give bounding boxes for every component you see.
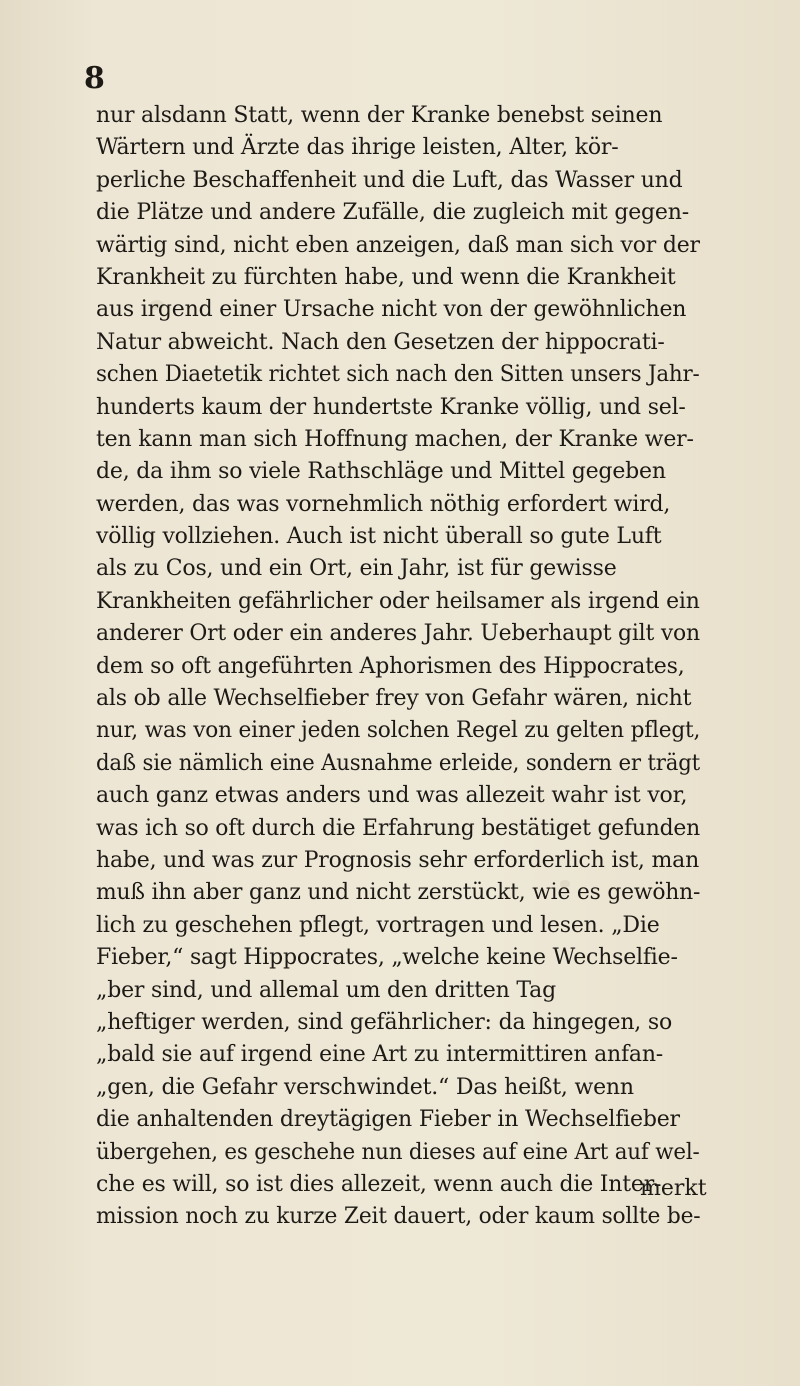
text-line: dem so oft angeführten Aphorismen des Hippocrates, <box>96 653 685 679</box>
text-line: lich zu geschehen pflegt, vortragen und lesen. „Die <box>96 912 660 938</box>
text-line: che es will, so ist dies allezeit, wenn auch die Inter- <box>96 1171 662 1197</box>
text-line: als zu Cos, und ein Ort, ein Jahr, ist für gewisse <box>96 556 617 582</box>
text-line: Natur abweicht. Nach den Gesetzen der hippocrati- <box>96 329 665 355</box>
text-line: die Plätze und andere Zufälle, die zugleich mit gegen- <box>96 200 689 226</box>
text-line: schen Diaetetik richtet sich nach den Sitten unsers Jahr- <box>96 362 700 388</box>
text-line: habe, und was zur Prognosis sehr erforderlich ist, man <box>96 847 700 873</box>
text-line: völlig vollziehen. Auch ist nicht überall so gute Luft <box>96 524 662 550</box>
text-line: daß sie nämlich eine Ausnahme erleide, sondern er trägt <box>96 750 700 776</box>
text-line: perliche Beschaffenheit und die Luft, das Wasser und <box>96 167 683 193</box>
text-line: die anhaltenden dreytägigen Fieber in Wechselfieber <box>96 1107 680 1133</box>
text-line: was ich so oft durch die Erfahrung bestätiget gefunden <box>96 815 700 841</box>
page-number: 8 <box>84 61 105 96</box>
text-line: „ber sind, und allemal um den dritten Tag <box>96 977 556 1003</box>
text-line: Krankheit zu fürchten habe, und wenn die Krankheit <box>96 264 676 290</box>
text-line: anderer Ort oder ein anderes Jahr. Ueberhaupt gilt von <box>96 621 700 647</box>
text-line: de, da ihm so viele Rathschläge und Mittel gegeben <box>96 459 666 485</box>
text-line: auch ganz etwas anders und was allezeit wahr ist vor, <box>96 783 688 809</box>
text-line: werden, das was vornehmlich nöthig erfordert wird, <box>96 491 671 517</box>
text-line: aus irgend einer Ursache nicht von der gewöhnlichen <box>96 297 687 323</box>
text-line: ten kann man sich Hoffnung machen, der Kranke wer- <box>96 426 694 452</box>
text-line: Krankheiten gefährlicher oder heilsamer als irgend ein <box>96 588 700 614</box>
text-line: hunderts kaum der hundertste Kranke völlig, und sel- <box>96 394 686 420</box>
text-line: übergehen, es geschehe nun dieses auf eine Art auf wel- <box>96 1139 700 1165</box>
text-line: „gen, die Gefahr verschwindet.“ Das heißt, wenn <box>96 1074 634 1100</box>
text-line: wärtig sind, nicht eben anzeigen, daß man sich vor der <box>96 232 700 258</box>
text-line: nur alsdann Statt, wenn der Kranke benebst seinen <box>96 103 663 128</box>
text-line: mission noch zu kurze Zeit dauert, oder kaum sollte be- <box>96 1204 700 1230</box>
body-text <box>96 100 700 1234</box>
text-line: muß ihn aber ganz und nicht zerstückt, wie es gewöhn- <box>96 880 700 906</box>
text-line: als ob alle Wechselfieber frey von Gefahr wären, nicht <box>96 686 692 712</box>
text-line: nur, was von einer jeden solchen Regel zu gelten pflegt, <box>96 718 700 744</box>
catchword: merkt <box>640 1176 707 1201</box>
text-line: Fieber,“ sagt Hippocrates, „welche keine Wechselfie- <box>96 945 678 971</box>
text-line: Wärtern und Ärzte das ihrige leisten, Alter, kör- <box>96 135 619 161</box>
text-line: „bald sie auf irgend eine Art zu intermittiren anfan- <box>96 1042 664 1068</box>
text-line: „heftiger werden, sind gefährlicher: da hingegen, so <box>96 1009 673 1035</box>
